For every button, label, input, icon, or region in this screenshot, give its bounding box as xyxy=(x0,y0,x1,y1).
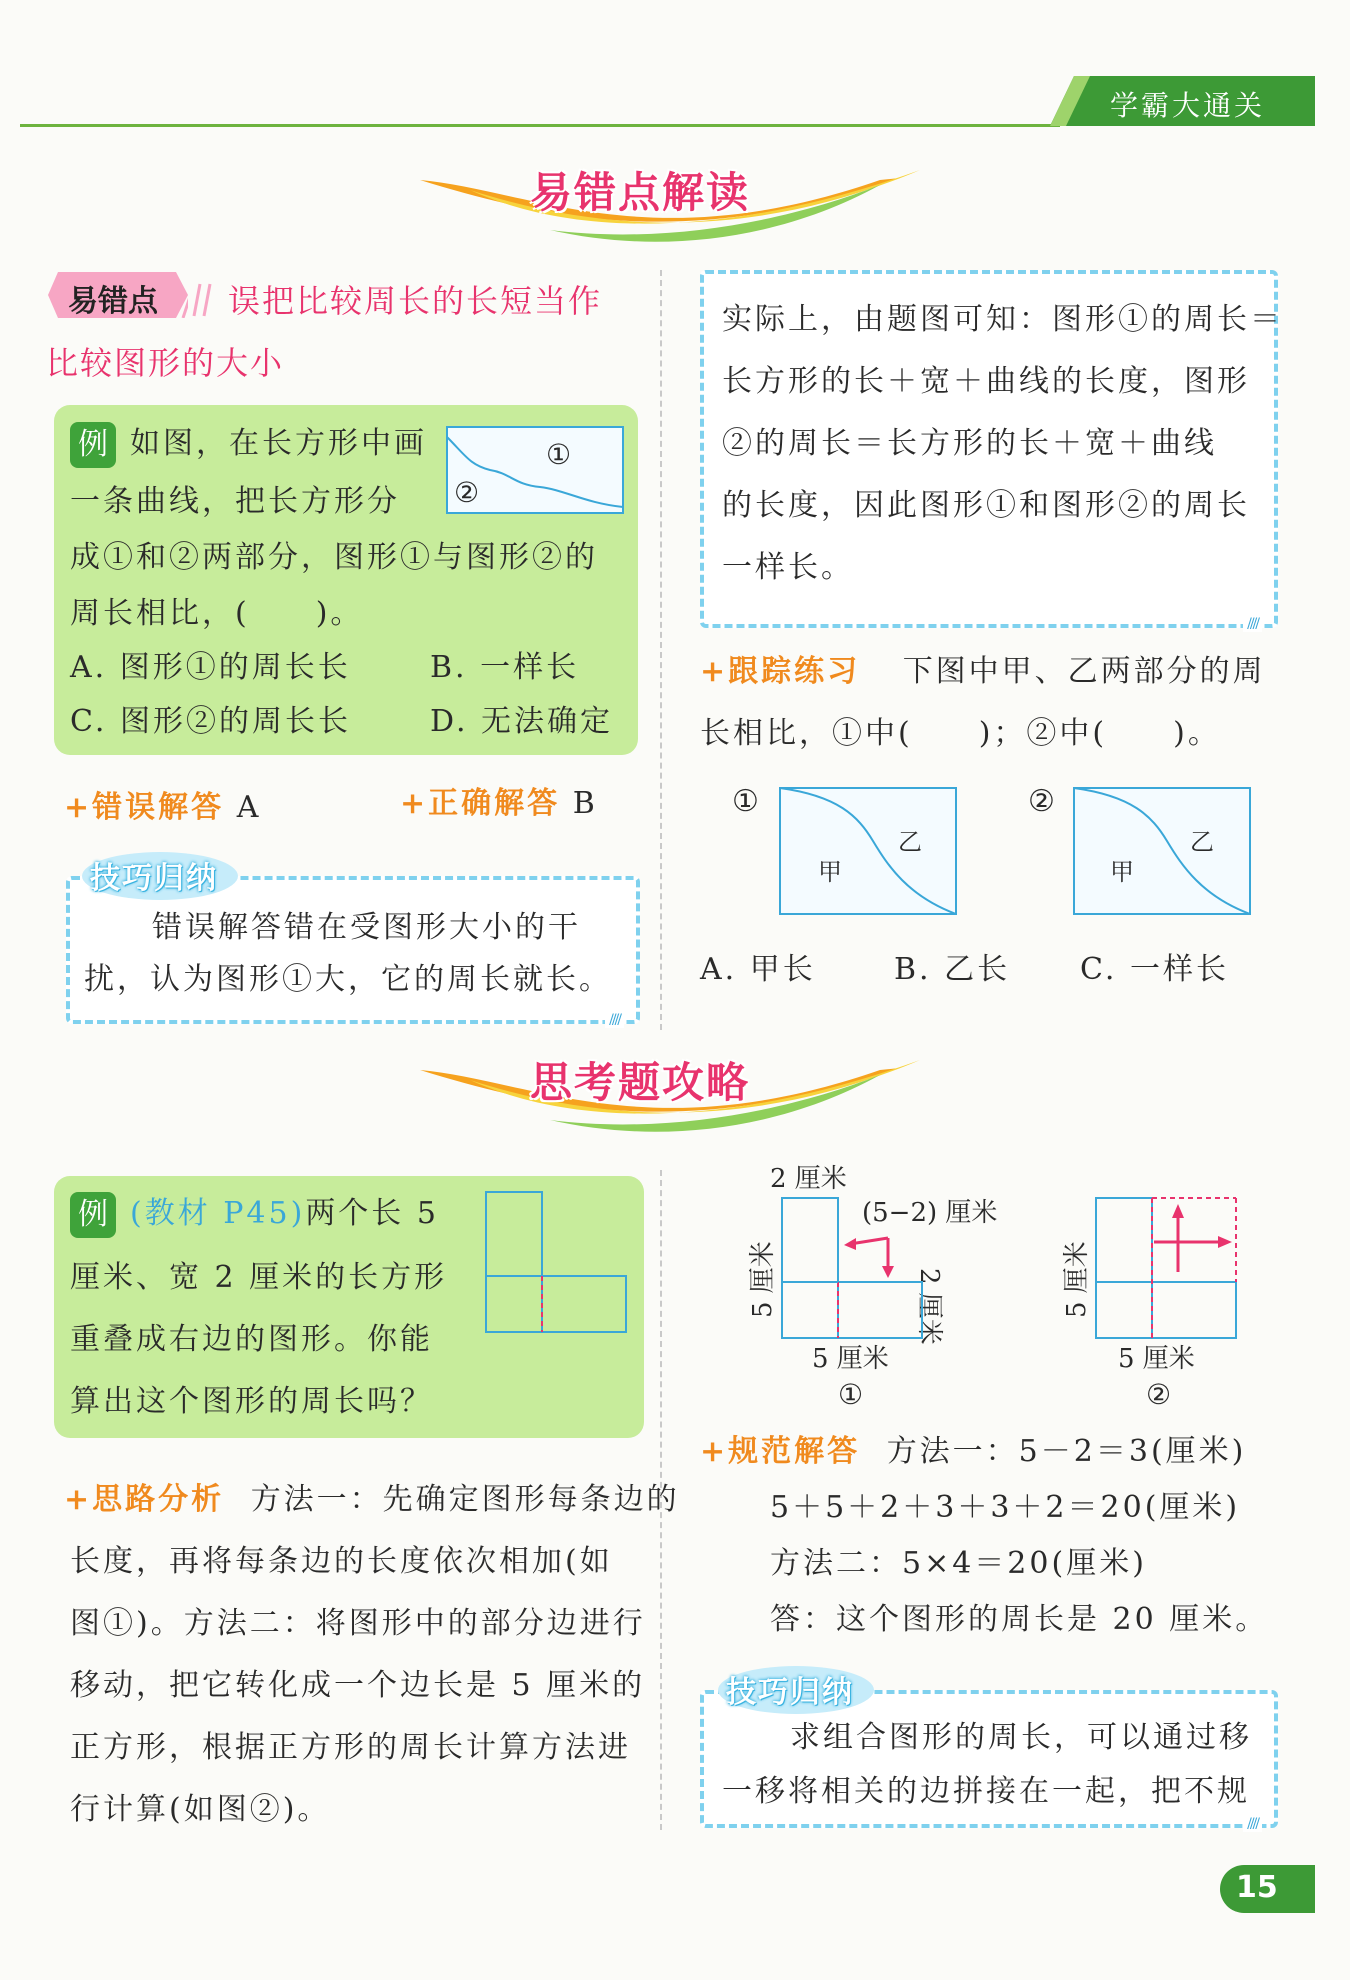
solution-text: 方法一：5－2＝3(厘米) xyxy=(886,1434,1247,1469)
fig2-2-bottom-label: 5 厘米 xyxy=(1118,1344,1195,1374)
example1-badge: 例 xyxy=(70,422,116,468)
practice-figure2 xyxy=(1072,786,1252,916)
example2-text: 两个长 5 xyxy=(305,1196,439,1231)
analysis-line: 行计算(如图②)。 xyxy=(70,1792,331,1827)
example1-option-b: B. 一样长 xyxy=(430,650,580,685)
example2-line: 重叠成右边的图形。你能 xyxy=(70,1322,433,1357)
plus-icon: + xyxy=(700,1434,729,1469)
practice-option-b: B. 乙长 xyxy=(894,952,1011,987)
tip1-tag: 技巧归纳 xyxy=(90,861,218,896)
wrong-answer xyxy=(64,780,261,836)
stripe-decoration: //// xyxy=(1243,616,1262,632)
analysis-line: 移动，把它转化成一个边长是 5 厘米的 xyxy=(70,1668,646,1703)
plus-icon: + xyxy=(400,786,429,821)
right-answer-value: B xyxy=(572,786,598,821)
example2-line: 算出这个图形的周长吗？ xyxy=(70,1384,433,1419)
plus-icon: + xyxy=(700,654,729,689)
practice-label: 跟踪练习 xyxy=(728,654,861,689)
practice-line2: 长相比，①中( )；②中( )。 xyxy=(700,716,1221,751)
example1-option-d: D. 无法确定 xyxy=(430,704,614,739)
example1-line: 成①和②两部分，图形①与图形②的 xyxy=(70,540,598,575)
plus-icon: + xyxy=(64,790,93,825)
stripe-decoration: //// xyxy=(605,1012,624,1028)
fig2-diagram1 xyxy=(780,1196,930,1348)
example1-line: 一条曲线，把长方形分 xyxy=(70,484,400,519)
tip2-tag: 技巧归纳 xyxy=(726,1675,854,1710)
solution-line1 xyxy=(700,1424,1246,1480)
fig2-left-label: 5 厘米 xyxy=(748,1241,778,1318)
analysis-line: 正方形，根据正方形的周长计算方法进 xyxy=(70,1730,631,1765)
header-tab-label: 学霸大通关 xyxy=(1110,89,1266,122)
fig2-number-1: ① xyxy=(838,1378,864,1411)
page-number: 15 xyxy=(1236,1870,1278,1905)
explanation-line: 实际上，由题图可知：图形①的周长＝ xyxy=(722,302,1283,337)
practice-option-c: C. 一样长 xyxy=(1080,952,1229,987)
header-rule xyxy=(20,124,1060,127)
fig2-diff-label: (5−2) 厘米 xyxy=(862,1198,998,1228)
solution-label: 规范解答 xyxy=(728,1434,861,1469)
practice-text: 下图中甲、乙两部分的周 xyxy=(902,654,1266,689)
practice-figure1-number: ① xyxy=(732,784,759,819)
example2-figure xyxy=(484,1190,630,1338)
practice-option-a: A. 甲长 xyxy=(700,952,816,987)
solution-line: 方法二：5×4＝20(厘米) xyxy=(770,1546,1147,1581)
solution-line: 答：这个图形的周长是 20 厘米。 xyxy=(770,1602,1269,1637)
section-title-1: 易错点解读 xyxy=(530,168,751,217)
example1-figure-label: ① xyxy=(546,438,572,471)
section-title-2: 思考题攻略 xyxy=(530,1058,751,1107)
tip1-line: 扰，认为图形①大，它的周长就长。 xyxy=(84,962,612,997)
wrong-answer-value: A xyxy=(236,790,262,825)
example2-line: 厘米、宽 2 厘米的长方形 xyxy=(70,1260,448,1295)
fig2-number-2: ② xyxy=(1146,1378,1172,1411)
pitfall-title-line2: 比较图形的大小 xyxy=(46,344,285,382)
practice-figure1-yi: 乙 xyxy=(898,828,922,856)
explanation-line: 长方形的长＋宽＋曲线的长度，图形 xyxy=(722,364,1250,399)
slash-decoration xyxy=(192,280,222,320)
right-answer xyxy=(400,776,598,832)
example2-badge: 例 xyxy=(70,1192,116,1238)
tip2-line: 一移将相关的边拼接在一起，把不规 xyxy=(722,1774,1250,1809)
example1-line: 周长相比，( )。 xyxy=(70,596,364,631)
practice-figure2-yi: 乙 xyxy=(1190,828,1214,856)
fig2-2-left-label: 5 厘米 xyxy=(1062,1241,1092,1318)
solution-line: 5＋5＋2＋3＋3＋2＝20(厘米) xyxy=(770,1490,1241,1525)
analysis-line: 图①)。方法二：将图形中的部分边进行 xyxy=(70,1606,646,1641)
example1-line: 如图，在长方形中画 xyxy=(130,426,427,461)
practice-figure2-number: ② xyxy=(1028,784,1055,819)
practice-line1 xyxy=(700,644,1266,700)
explanation-line: ②的周长＝长方形的长＋宽＋曲线 xyxy=(722,426,1217,461)
fig2-right-label: 2 厘米 xyxy=(914,1268,944,1345)
analysis-line1 xyxy=(64,1472,680,1528)
stripe-decoration: //// xyxy=(1243,1816,1262,1832)
practice-figure1 xyxy=(778,786,958,916)
explanation-line: 一样长。 xyxy=(722,550,854,585)
practice-figure1-jia: 甲 xyxy=(818,858,842,886)
plus-icon: + xyxy=(64,1482,93,1517)
fig2-top-label: 2 厘米 xyxy=(770,1164,847,1194)
example1-figure-label: ② xyxy=(454,476,480,509)
column-divider xyxy=(660,270,662,1030)
tip1-line: 错误解答错在受图形大小的干 xyxy=(152,910,581,945)
right-answer-label: 正确解答 xyxy=(428,786,561,821)
tip2-line: 求组合图形的周长，可以通过移 xyxy=(790,1720,1252,1755)
analysis-text: 方法一：先确定图形每条边的 xyxy=(250,1482,680,1517)
pitfall-badge-label: 易错点 xyxy=(68,284,158,319)
pitfall-title-line1: 误把比较周长的长短当作 xyxy=(228,282,603,320)
practice-figure2-jia: 甲 xyxy=(1110,858,1134,886)
fig2-diagram2 xyxy=(1094,1196,1244,1348)
example1-option-a: A. 图形①的周长长 xyxy=(70,650,351,685)
analysis-label: 思路分析 xyxy=(92,1482,225,1517)
example2-source: (教材 P45) xyxy=(130,1196,306,1231)
wrong-answer-label: 错误解答 xyxy=(92,790,225,825)
example2-line1 xyxy=(130,1186,439,1242)
explanation-line: 的长度，因此图形①和图形②的周长 xyxy=(722,488,1250,523)
example1-option-c: C. 图形②的周长长 xyxy=(70,704,351,739)
fig2-bottom-label: 5 厘米 xyxy=(812,1344,889,1374)
analysis-line: 长度，再将每条边的长度依次相加(如 xyxy=(70,1544,613,1579)
